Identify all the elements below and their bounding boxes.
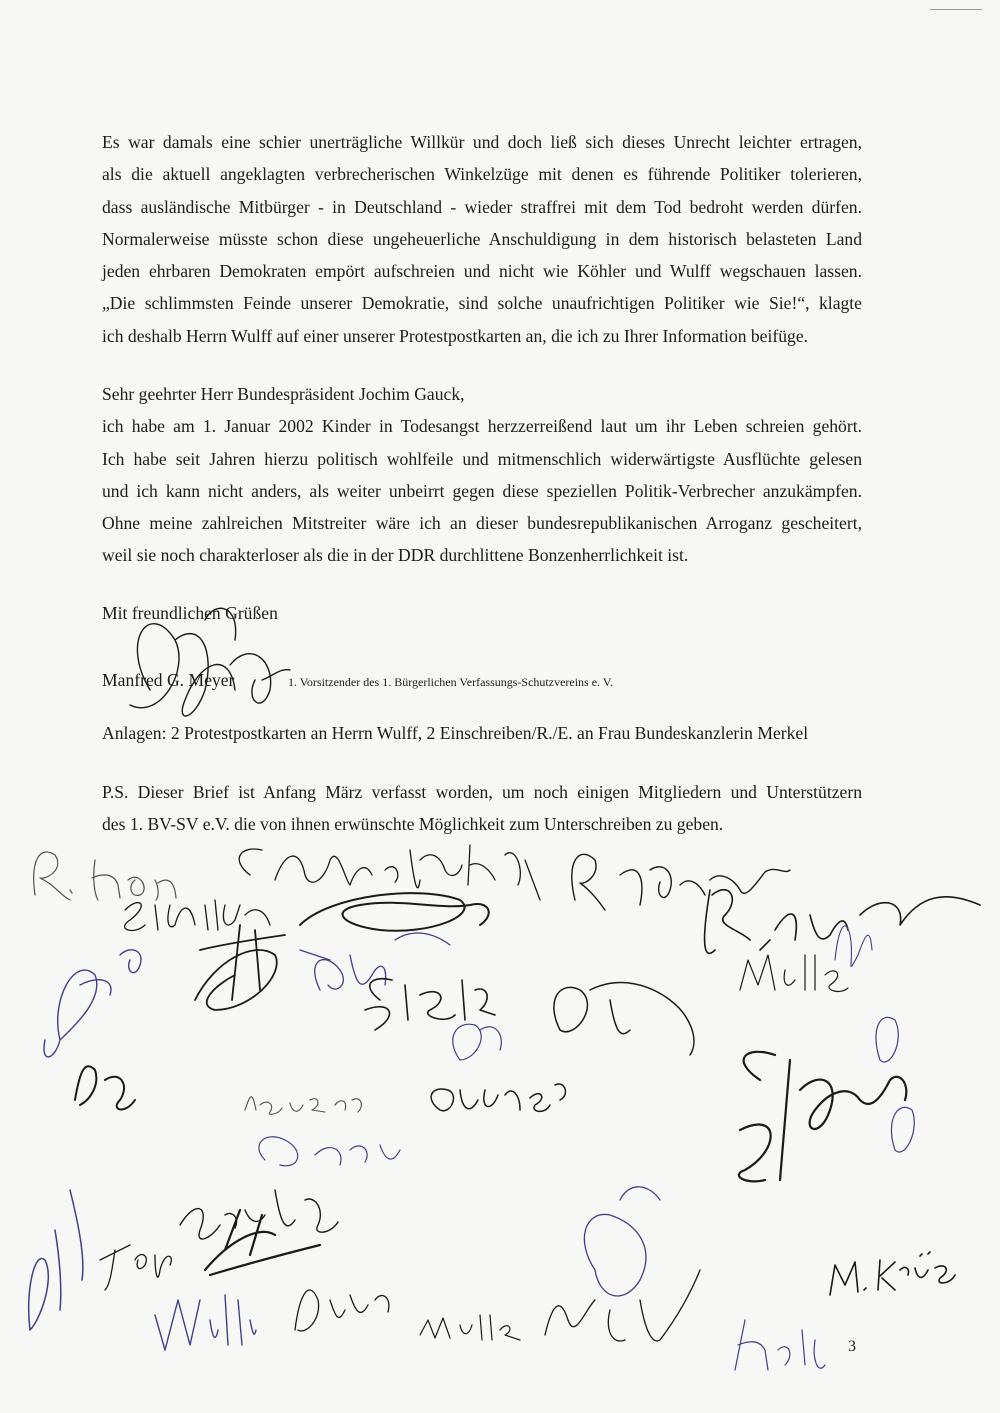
paragraph-1 (102, 126, 862, 352)
paragraph-2 (102, 378, 862, 572)
text-line: P.S. Dieser Brief ist Anfang März verfasst worden, um noch einigen Mitgliedern und Unterstützern (102, 782, 862, 802)
signature-left-bold (75, 1066, 135, 1109)
text-line: „Die schlimmsten Feinde unserer Demokratie, sind solche unaufrichtigen Politiker wie Sie!“, klagte (102, 293, 862, 314)
signer-name: Manfred G. Meyer (102, 670, 235, 690)
postscript (102, 776, 862, 841)
signature-tall-blue-right (835, 926, 872, 967)
signature-muller (420, 1315, 520, 1340)
salutation: Sehr geehrter Herr Bundespräsident Jochim Gauck, (102, 384, 465, 404)
signature-lausanne (245, 1097, 361, 1115)
text-line: des 1. BV-SV e.V. die von ihnen erwünschte Möglichkeit zum Unterschreiben zu geben. (102, 814, 724, 835)
signature-black-jot (195, 925, 285, 1010)
signature-willi (155, 1295, 256, 1350)
signature-blue-cluster (300, 933, 450, 990)
text-line: dass ausländische Mitbürger - in Deutschland - wieder straffrei mit dem Tod bedroht werden dürfen. (102, 196, 862, 217)
signature-haige (735, 1320, 825, 1370)
signature-loop-black (300, 893, 489, 931)
signature-claus-frick (239, 845, 540, 900)
signature-r-iznace (572, 854, 790, 910)
text-line: weil sie noch charakterloser als die in der DDR durchlittene Bonzenherrlichkeit ist. (102, 545, 689, 566)
signature-mid-loops (554, 983, 694, 1055)
signature-schlachter (739, 1052, 906, 1182)
text-line: Normalerweise müsste schon diese ungeheuerliche Anschuldigung in dem historisch belasteten Land (102, 228, 862, 249)
text-line: Es war damals eine schier unerträgliche Willkür und doch ließ sich dieses Unrecht leichter ertragen, (102, 132, 862, 152)
text-line: und ich kann nicht anders, als weiter unbeirrt gegen diese speziellen Politik-Verbrecher anzukämpfen. (102, 480, 862, 501)
signature-grid-left (44, 950, 141, 1057)
attachments: Anlagen: 2 Protestpostkarten an Herrn Wulff, 2 Einschreiben/R./E. an Frau Bundeskanzlerin Merkel (102, 723, 809, 743)
text-line: ich deshalb Herrn Wulff auf einer unserer Protestpostkarten an, die ich zu Ihrer Information beifüge. (102, 325, 809, 346)
signature-m-kruger (830, 1252, 955, 1295)
signature-center-blue (584, 1187, 660, 1296)
signature-r-kum (705, 890, 980, 954)
signature-andra (295, 1290, 389, 1331)
signature-mulle (740, 955, 848, 991)
signature-arnold (180, 1190, 338, 1239)
closing: Mit freundlichen Grüßen (102, 603, 278, 623)
text-line: jeden ehrbaren Demokraten empört aufschreien und nicht wie Köhler und Wulff wegschauen lassen. (102, 261, 862, 282)
header-rule (930, 9, 982, 10)
signature-sisle (365, 979, 495, 1030)
signature-younes (431, 1084, 565, 1111)
signature-michel (545, 1270, 700, 1341)
signature-blue-swirl (453, 1024, 502, 1060)
text-line: als die aktuell angeklagten verbrecherischen Winkelzüge mit denen es führende Politiker tolerieren, (102, 164, 862, 185)
signature-left-tall (29, 1190, 83, 1330)
text-line: Ohne meine zahlreichen Mitstreiter wäre ich an dieser bundesrepublikanischen Arroganz gescheitert, (102, 513, 862, 534)
signature-r-hom (34, 852, 176, 900)
author-signature (130, 608, 290, 716)
signature-blue-cur (259, 1137, 400, 1166)
signature-topal (100, 1245, 171, 1290)
page-number: 3 (848, 1338, 856, 1355)
text-line: ich habe am 1. Januar 2002 Kinder in Todesangst herzzerreißend laut um ihr Leben schreien gehört. (102, 416, 862, 437)
signer-role: 1. Vorsitzender des 1. Bürgerlichen Verfassungs-Schutzvereins e. V. (288, 675, 613, 689)
signature-sonntag (125, 900, 270, 930)
signature-right-column (876, 1017, 914, 1152)
text-line: Ich habe seit Jahren hierzu politisch wohlfeile und mitmenschlich widerwärtigste Ausflüchte gelesen (102, 448, 862, 469)
signature-black-flourish (205, 1210, 320, 1275)
